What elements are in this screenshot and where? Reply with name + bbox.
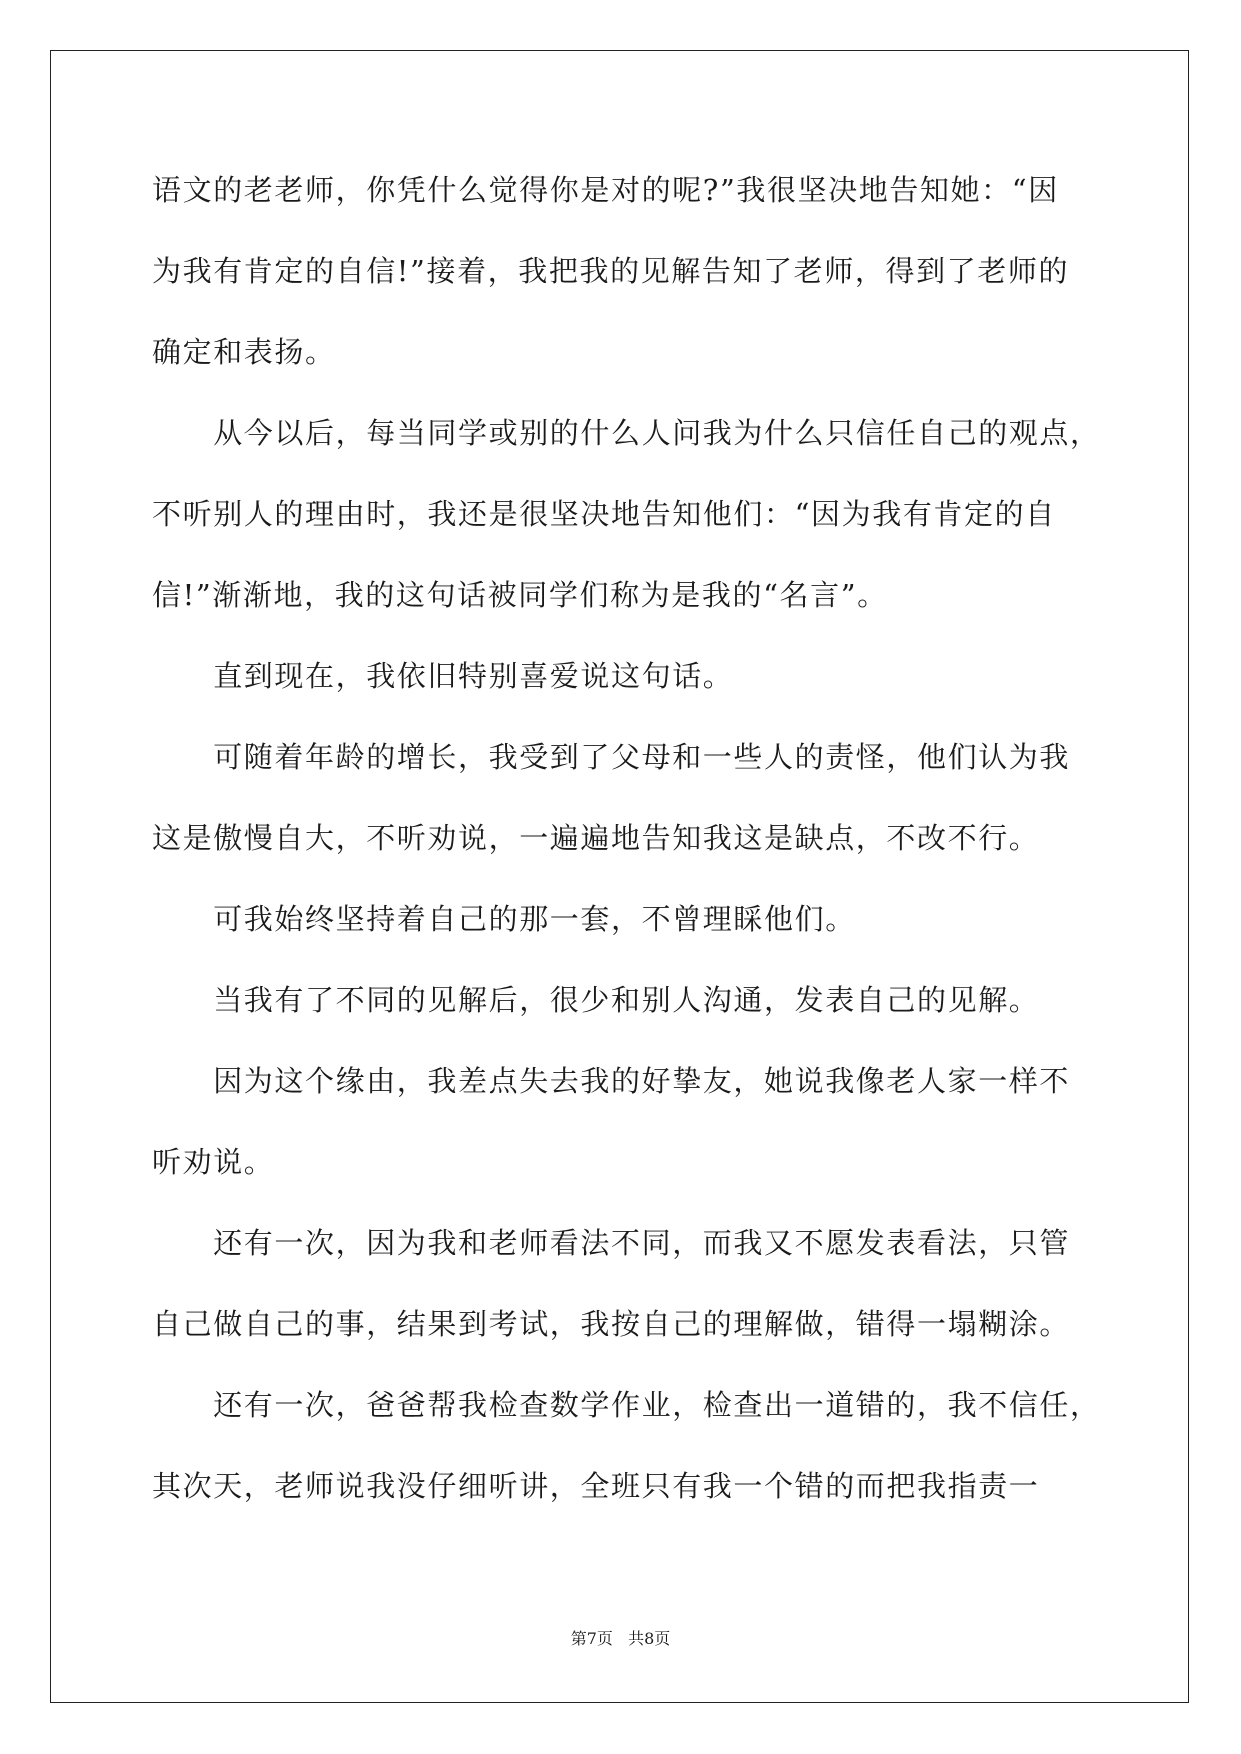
paragraph-start-line: 直到现在，我依旧特别喜爱说这句话。 bbox=[152, 659, 734, 693]
page-border bbox=[50, 50, 1189, 1703]
paragraph-start-line: 从今以后，每当同学或别的什么人问我为什么只信任自己的观点， bbox=[152, 416, 1101, 450]
text-line: 其次天，老师说我没仔细听讲，全班只有我一个错的而把我指责一 bbox=[152, 1469, 1040, 1503]
paragraph-start-line: 还有一次，因为我和老师看法不同，而我又不愿发表看法，只管 bbox=[152, 1226, 1071, 1260]
text-line: 这是傲慢自大，不听劝说，一遍遍地告知我这是缺点，不改不行。 bbox=[152, 821, 1040, 855]
text-line: 为我有肯定的自信!”接着，我把我的见解告知了老师，得到了老师的 bbox=[152, 254, 1070, 288]
paragraph-start-line: 可随着年龄的增长，我受到了父母和一些人的责怪，他们认为我 bbox=[152, 740, 1071, 774]
text-line: 自己做自己的事，结果到考试，我按自己的理解做，错得一塌糊涂。 bbox=[152, 1307, 1071, 1341]
text-line: 不听别人的理由时，我还是很坚决地告知他们：“因为我有肯定的自 bbox=[152, 497, 1056, 531]
text-line: 听劝说。 bbox=[152, 1145, 275, 1179]
paragraph-start-line: 因为这个缘由，我差点失去我的好挚友，她说我像老人家一样不 bbox=[152, 1064, 1071, 1098]
page-number-footer: 第7页 共8页 bbox=[570, 1629, 671, 1648]
text-line: 语文的老老师，你凭什么觉得你是对的呢?”我很坚决地告知她：“因 bbox=[152, 173, 1059, 207]
text-line: 确定和表扬。 bbox=[152, 335, 336, 369]
paragraph-start-line: 可我始终坚持着自己的那一套，不曾理睬他们。 bbox=[152, 902, 856, 936]
paragraph-start-line: 当我有了不同的见解后，很少和别人沟通，发表自己的见解。 bbox=[152, 983, 1040, 1017]
text-line: 信!”渐渐地，我的这句话被同学们称为是我的“名言”。 bbox=[152, 578, 888, 612]
paragraph-start-line: 还有一次，爸爸帮我检查数学作业，检查出一道错的，我不信任， bbox=[152, 1388, 1101, 1422]
